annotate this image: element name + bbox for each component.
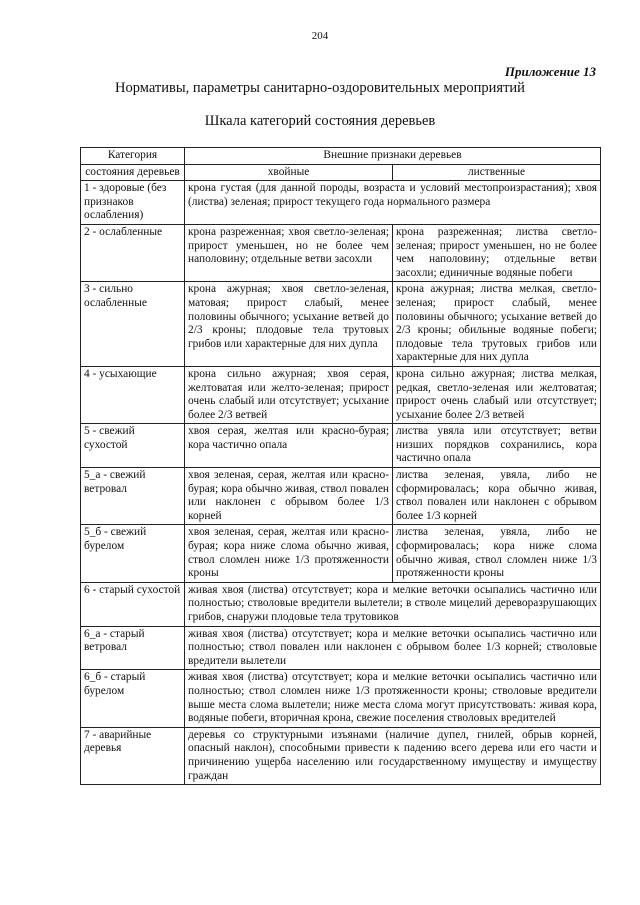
- header-external-signs: Внешние признаки деревьев: [185, 148, 601, 165]
- table-header: [81, 148, 601, 181]
- deciduous-cell: крона ажурная; листва мелкая, светло-зеленая; прирост слабый, менее половины обычного; усыхание ветвей до 2/3 кроны; обильные водяные побеги; плодовые тела трутовых грибов или характерные для них дупла: [393, 282, 601, 367]
- deciduous-cell: листва зеленая, увяла, либо не сформировалась; кора обычно живая, ствол повален или наклонен с обрывом более 1/3 корней: [393, 468, 601, 525]
- category-cell: 4 - усыхающие: [81, 366, 185, 423]
- combined-signs-cell: живая хвоя (листва) отсутствует; кора и мелкие веточки осыпались частично или полностью; ствол сломлен ниже 1/3 протяженности кроны; стволовые вредители выше места слома вылетели; ниже места слома могут присутствовать: живая кора, водяные побеги, вторичная крона, свежие поселения стволовых вредителей: [185, 670, 601, 727]
- appendix-label: Приложение 13: [504, 64, 596, 79]
- category-cell: 3 - сильно ослабленные: [81, 282, 185, 367]
- combined-signs-cell: живая хвоя (листва) отсутствует; кора и мелкие веточки осыпались частично или полностью; стволовые вредители вылетели; в стволе мицелий дереворазрушающих грибов, снаружи плодовые тела трутовиков: [185, 582, 601, 626]
- deciduous-cell: крона разреженная; листва светло-зеленая; прирост уменьшен, но не более чем наполовину; отдельные ветви засохли; единичные водяные побеги: [393, 224, 601, 281]
- category-cell: 5_а - свежий ветровал: [81, 468, 185, 525]
- conifers-cell: крона сильно ажурная; хвоя серая, желтоватая или желто-зеленая; прирост очень слабый или отсутствует; усыхание более 2/3 ветвей: [185, 366, 393, 423]
- conifers-cell: крона разреженная; хвоя светло-зеленая; прирост уменьшен, но не более чем наполовину; отдельные ветви засохли: [185, 224, 393, 281]
- table-row: [81, 424, 601, 468]
- category-cell: 7 - аварийные деревья: [81, 727, 185, 784]
- category-cell: 5 - свежий сухостой: [81, 424, 185, 468]
- header-category-line2: состояния деревьев: [81, 164, 185, 181]
- header-deciduous: лиственные: [393, 164, 601, 181]
- table-row: [81, 525, 601, 582]
- combined-signs-cell: живая хвоя (листва) отсутствует; кора и мелкие веточки осыпались частично или полностью; ствол повален или наклонен с обрывом более 1/3 корней; стволовые вредители вылетели: [185, 626, 601, 670]
- table-row: [81, 727, 601, 784]
- deciduous-cell: листва увяла или отсутствует; ветви низших порядков сохранились, кора частично опала: [393, 424, 601, 468]
- conifers-cell: крона ажурная; хвоя светло-зеленая, матовая; прирост слабый, менее половины обычного; усыхание ветвей до 2/3 кроны; плодовые тела трутовых грибов или характерные для них дупла: [185, 282, 393, 367]
- category-cell: 5_б - свежий бурелом: [81, 525, 185, 582]
- table-row: [81, 366, 601, 423]
- header-conifers: хвойные: [185, 164, 393, 181]
- table-row: [81, 468, 601, 525]
- table-title: Шкала категорий состояния деревьев: [204, 113, 436, 129]
- conifers-cell: хвоя зеленая, серая, желтая или красно-бурая; кора ниже слома обычно живая, ствол сломлен ниже 1/3 протяженности кроны: [185, 525, 393, 582]
- category-cell: 1 - здоровые (без признаков ослабления): [81, 181, 185, 225]
- conifers-cell: хвоя серая, желтая или красно-бурая; кора частично опала: [185, 424, 393, 468]
- category-cell: 2 - ослабленные: [81, 224, 185, 281]
- tree-condition-table: [80, 147, 601, 785]
- page-number: 204: [311, 30, 329, 42]
- deciduous-cell: листва зеленая, увяла, либо не сформировалась; кора ниже слома обычно живая, ствол сломлен ниже 1/3 протяженности кроны: [393, 525, 601, 582]
- conifers-cell: хвоя зеленая, серая, желтая или красно-бурая; кора обычно живая, ствол повален или наклонен с обрывом более 1/3 корней: [185, 468, 393, 525]
- header-category: Категория: [81, 148, 185, 165]
- combined-signs-cell: деревья со структурными изъянами (наличие дупел, гнилей, обрыв корней, опасный наклон), способными привести к падению всего дерева или его части и причинению ущерба населению или государственному имуществу и имуществу граждан: [185, 727, 601, 784]
- category-cell: 6 - старый сухостой: [81, 582, 185, 626]
- category-cell: 6_б - старый бурелом: [81, 670, 185, 727]
- category-cell: 6_а - старый ветровал: [81, 626, 185, 670]
- combined-signs-cell: крона густая (для данной породы, возраста и условий местопроизрастания); хвоя (листва) зеленая; прирост текущего года нормального размера: [185, 181, 601, 225]
- table-body: [81, 181, 601, 785]
- table-row: [81, 282, 601, 367]
- table-row: [81, 224, 601, 281]
- deciduous-cell: крона сильно ажурная; листва мелкая, редкая, светло-зеленая или желтоватая; прирост очень слабый или отсутствует; усыхание более 2/3 ветвей: [393, 366, 601, 423]
- document-title: Нормативы, параметры санитарно-оздоровительных мероприятий: [115, 80, 525, 96]
- table-row: [81, 582, 601, 626]
- table-row: [81, 181, 601, 225]
- table-row: [81, 626, 601, 670]
- table-row: [81, 670, 601, 727]
